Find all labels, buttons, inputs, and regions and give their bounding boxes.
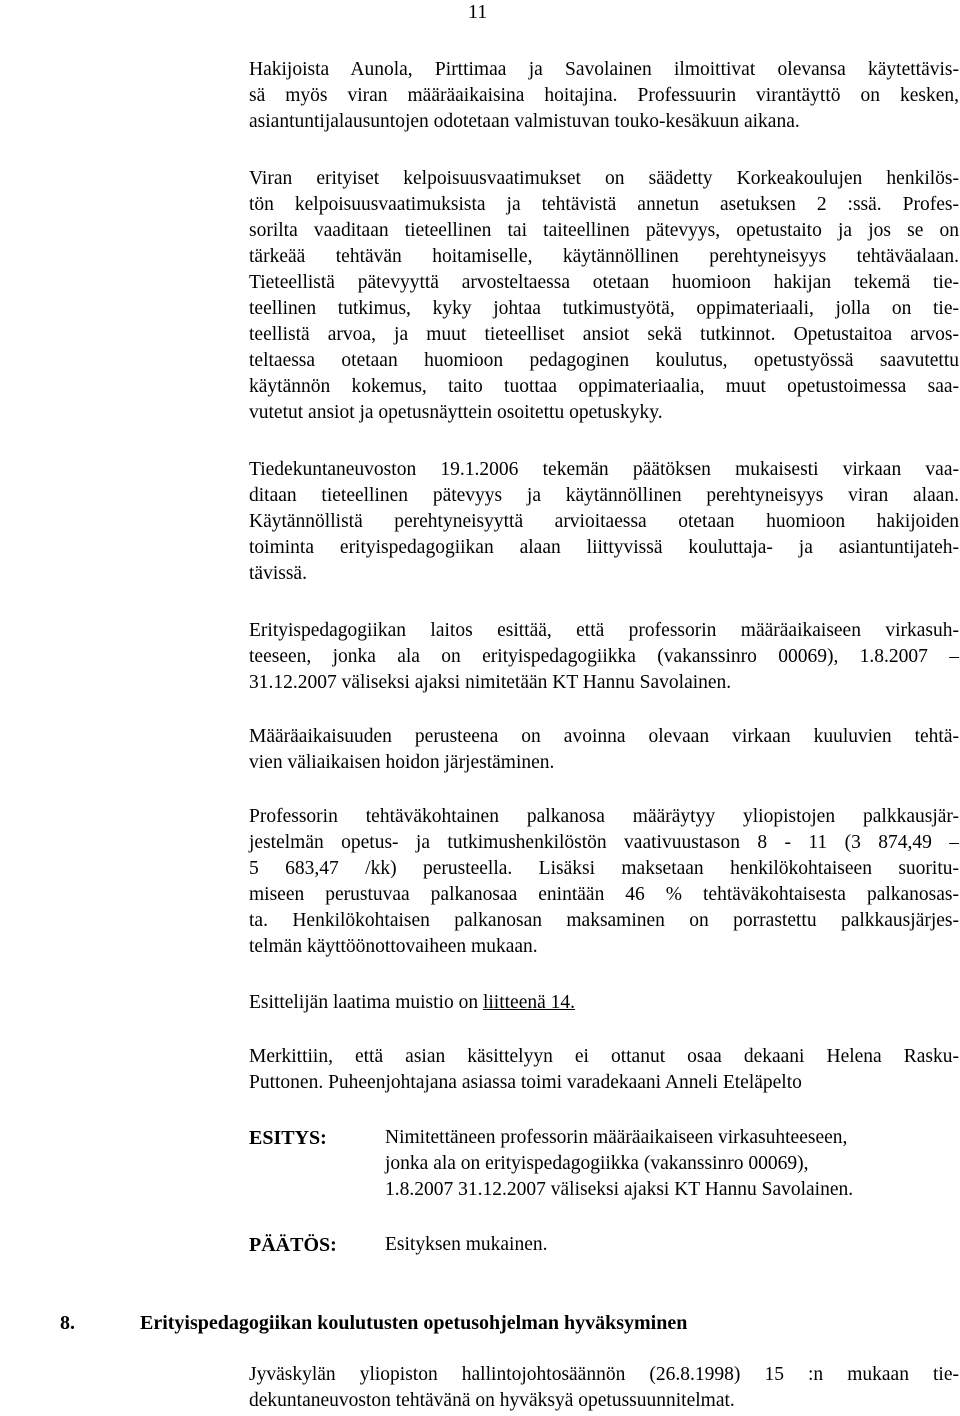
paragraph-line: jestelmän opetus- ja tutkimushenkilöstön vaativuustason 8 - 11 (3 874,49 –: [249, 832, 959, 853]
paragraph-line: Tiedekuntaneuvoston 19.1.2006 tekemän päätöksen mukaisesti virkaan vaa-: [249, 459, 959, 480]
paragraph-line: käytännön kokemus, taito tuottaa oppimateriaalia, muut opetustoimessa saa-: [249, 376, 959, 397]
paragraph-line: Määräaikaisuuden perusteena on avoinna olevaan virkaan kuuluvien tehtä-: [249, 726, 959, 747]
paragraph-line: teellinen tutkimus, kyky johtaa tutkimustyötä, oppimateriaali, jolla on tie-: [249, 298, 959, 319]
page-number: 11: [468, 1, 488, 23]
section-title: Erityispedagogiikan koulutusten opetusohjelman hyväksyminen: [140, 1312, 688, 1334]
paragraph-line: Käytännöllistä perehtyneisyyttä arvioitaessa otetaan huomioon hakijoiden: [249, 511, 959, 532]
attachment-text: Esittelijän laatima muistio on: [249, 992, 483, 1013]
paragraph-line: ditaan tieteellinen pätevyys ja käytännöllinen perehtyneisyys viran alaan.: [249, 485, 959, 506]
section-number: 8.: [60, 1312, 75, 1334]
paragraph-line: vien väliaikaisen hoidon järjestäminen.: [249, 752, 555, 773]
paragraph-line: Puttonen. Puheenjohtajana asiassa toimi varadekaani Anneli Eteläpelto: [249, 1072, 802, 1093]
paatos-text: Esityksen mukainen.: [385, 1234, 548, 1255]
paragraph-line: Erityispedagogiikan laitos esittää, että professorin määräaikaiseen virkasuh-: [249, 620, 959, 641]
paragraph-line: sorilta vaaditaan tieteellinen tai taiteellinen pätevyys, opetustaito ja jos se on: [249, 220, 959, 241]
paatos-label: PÄÄTÖS:: [249, 1234, 337, 1256]
paragraph-line: tön kelpoisuusvaatimuksista ja tehtävistä annetun asetuksen 2 :ssä. Profes-: [249, 194, 959, 215]
paragraph-line: teltaessa otetaan huomioon pedagoginen koulutus, opetustyössä saavutettu: [249, 350, 959, 371]
paragraph-line: toiminta erityispedagogiikan alaan liittyvissä kouluttaja- ja asiantuntijateh-: [249, 537, 959, 558]
paragraph-line: tävissä.: [249, 563, 307, 584]
esitys-label: ESITYS:: [249, 1127, 327, 1149]
paragraph-line: 5 683,47 /kk) perusteella. Lisäksi maksetaan henkilökohtaiseen suoritu-: [249, 858, 959, 879]
paragraph-line: 31.12.2007 väliseksi ajaksi nimitetään KT Hannu Savolainen.: [249, 672, 732, 693]
paragraph-line: Viran erityiset kelpoisuusvaatimukset on säädetty Korkeakoulujen henkilös-: [249, 168, 959, 189]
paragraph-line: teellistä arvoa, ja muut tieteelliset ansiot sekä tutkinnot. Opetustaitoa arvos-: [249, 324, 959, 345]
paragraph-line: sä myös viran määräaikaisina hoitajina. Professuurin virantäyttö on kesken,: [249, 85, 959, 106]
paragraph-line: Hakijoista Aunola, Pirttimaa ja Savolainen ilmoittivat olevansa käytettävis-: [249, 59, 959, 80]
paragraph-line: miseen perustuvaa palkanosaa enintään 46 % tehtäväkohtaisesta palkanosas-: [249, 884, 959, 905]
paragraph-line: teeseen, jonka ala on erityispedagogiikka (vakanssinro 00069), 1.8.2007 –: [249, 646, 959, 667]
paragraph-line: asiantuntijalausuntojen odotetaan valmistuvan touko-kesäkuun aikana.: [249, 111, 800, 132]
esitys-line: Nimitettäneen professorin määräaikaiseen virkasuhteeseen,: [385, 1127, 848, 1148]
paragraph-line: tärkeää tehtävän hoitamiselle, käytännöllinen perehtyneisyys tehtäväalaan.: [249, 246, 959, 267]
paragraph-line: Jyväskylän yliopiston hallintojohtosäännön (26.8.1998) 15 :n mukaan tie-: [249, 1364, 959, 1385]
paragraph-line: Tieteellistä pätevyyttä arvosteltaessa otetaan huomioon hakijan tekemä tie-: [249, 272, 959, 293]
attachment-link[interactable]: liitteenä 14.: [482, 992, 576, 1013]
esitys-line: jonka ala on erityispedagogiikka (vakanssinro 00069),: [385, 1153, 809, 1174]
paragraph-line: vutetut ansiot ja opetusnäyttein osoitettu opetuskyky.: [249, 402, 663, 423]
paragraph-line: Merkittiin, että asian käsittelyyn ei ottanut osaa dekaani Helena Rasku-: [249, 1046, 959, 1067]
paragraph-line: telmän käyttöönottovaiheen mukaan.: [249, 936, 538, 957]
esitys-line: 1.8.2007 31.12.2007 väliseksi ajaksi KT Hannu Savolainen.: [385, 1179, 854, 1200]
paragraph-line: dekuntaneuvoston tehtävänä on hyväksyä opetussuunnitelmat.: [249, 1390, 735, 1411]
paragraph-line: Professorin tehtäväkohtainen palkanosa määräytyy yliopistojen palkkausjär-: [249, 806, 959, 827]
paragraph-line: ta. Henkilökohtaisen palkanosan maksaminen on porrastettu palkkausjärjes-: [249, 910, 959, 931]
attachment-reference: [249, 990, 959, 1016]
